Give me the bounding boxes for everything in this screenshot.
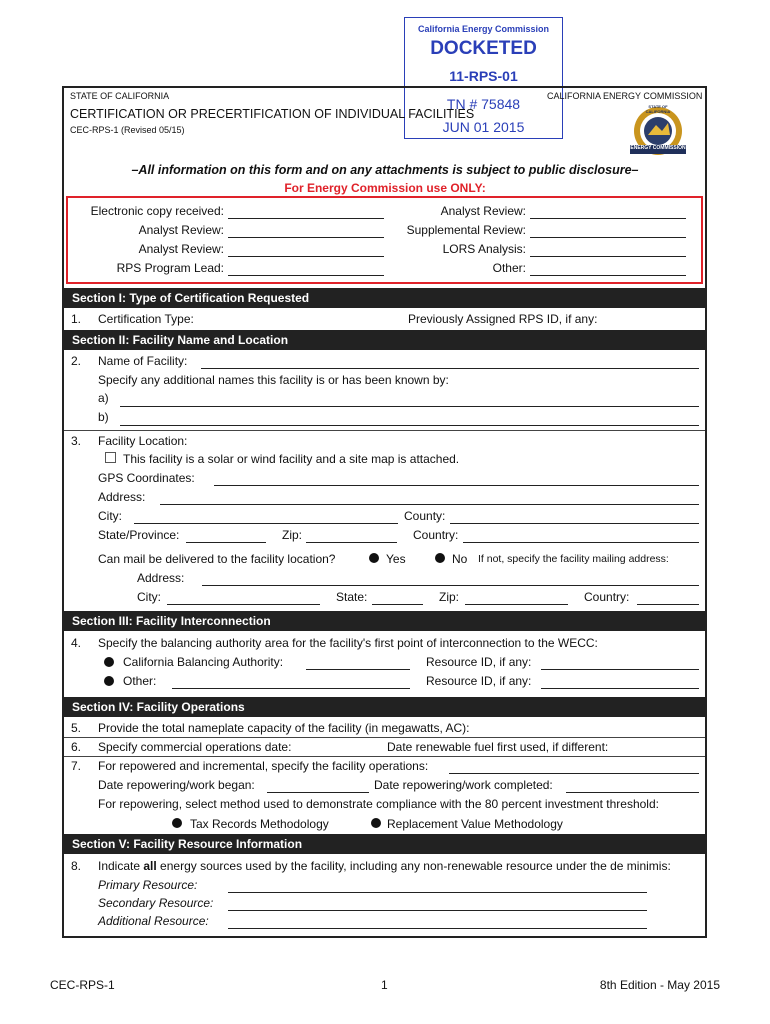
zip-label: Zip: [282,528,303,542]
zip-field[interactable] [306,542,397,543]
city-label: City: [98,509,122,523]
energy-sources-emphasis: all [143,859,157,873]
mailing-city-label: City: [137,590,161,604]
additional-names-label: Specify any additional names this facility is or has been known by: [98,373,449,387]
primary-resource-label: Primary Resource: [98,878,198,892]
seal-top-label: STATE OF CALIFORNIA [645,104,671,114]
mailing-city-field[interactable] [167,604,320,605]
primary-resource-field[interactable] [228,892,647,893]
county-field[interactable] [450,523,699,524]
section-1-header [64,288,705,308]
electronic-copy-field[interactable] [228,218,384,219]
q2-number: 2. [71,354,82,368]
mailing-state-field[interactable] [372,604,423,605]
analyst-review-field-1[interactable] [228,237,384,238]
mailing-address-label: Address: [137,571,185,585]
rps-program-lead-label: RPS Program Lead: [116,261,224,275]
section-3-title: Section III: Facility Interconnection [72,614,271,628]
california-ba-radio[interactable] [104,657,114,667]
footer-form-id: CEC-RPS-1 [50,978,115,992]
section-2-header [64,330,705,350]
address-label: Address: [98,490,146,504]
electronic-copy-label: Electronic copy received: [90,204,224,218]
rps-program-lead-field[interactable] [228,275,384,276]
state-label: STATE OF CALIFORNIA [70,91,170,101]
certification-type-label: Certification Type: [98,312,194,326]
form-title: CERTIFICATION OR PRECERTIFICATION OF INDIVIDUAL FACILITIES [70,107,475,121]
replacement-value-label: Replacement Value Methodology [387,817,563,831]
repowered-ops-field[interactable] [449,773,699,774]
country-label: Country: [413,528,459,542]
balancing-authority-question: Specify the balancing authority area for the facility's first point of interconnection to the WECC: [98,636,598,650]
resource-id-field-1[interactable] [541,669,699,670]
divider [64,737,705,738]
tax-records-label: Tax Records Methodology [190,817,329,831]
section-5-header [64,834,705,854]
form-id: CEC-RPS-1 (Revised 05/15) [70,125,185,135]
section-1-title: Section I: Type of Certification Requested [72,291,310,305]
facility-location-label: Facility Location: [98,434,188,448]
mailing-country-label: Country: [584,590,630,604]
lors-analysis-field[interactable] [530,256,686,257]
section-5-title: Section V: Facility Resource Information [72,837,303,851]
energy-sources-text-1: Indicate [98,859,144,873]
mailing-address-field[interactable] [202,585,699,586]
office-use-heading: For Energy Commission use ONLY: [284,181,486,195]
mail-delivery-question: Can mail be delivered to the facility location? [98,552,336,566]
secondary-resource-field[interactable] [228,910,647,911]
q7-number: 7. [71,759,82,773]
section-4-title: Section IV: Facility Operations [72,700,245,714]
resource-id-label-2: Resource ID, if any: [426,674,532,688]
alt-name-a-field[interactable] [120,406,699,407]
state-province-label: State/Province: [98,528,180,542]
stamp-docket: 11-RPS-01 [449,68,518,84]
facility-name-field[interactable] [201,368,699,369]
california-ba-field[interactable] [306,669,410,670]
q4-number: 4. [71,636,82,650]
alt-name-b-label: b) [98,410,109,424]
analyst-review-label-1: Analyst Review: [138,223,224,237]
work-completed-field[interactable] [566,792,699,793]
section-3-header [64,611,705,631]
site-map-checkbox[interactable] [105,452,116,463]
additional-resource-label: Additional Resource: [98,914,209,928]
nameplate-capacity-label: Provide the total nameplate capacity of the facility (in megawatts, AC): [98,721,470,735]
stamp-tn: TN # 75848 [446,96,521,112]
stamp-status: DOCKETED [430,38,537,59]
address-field[interactable] [160,504,699,505]
commercial-ops-date-label: Specify commercial operations date: [98,740,292,754]
q6-number: 6. [71,740,82,754]
agency-label: CALIFORNIA ENERGY COMMISSION [547,91,703,101]
analyst-review-label-3: Analyst Review: [440,204,526,218]
seal-label: ENERGY COMMISSION [630,145,686,151]
q3-number: 3. [71,434,82,448]
lors-analysis-label: LORS Analysis: [442,242,526,256]
tax-records-radio[interactable] [172,818,182,828]
public-disclosure-notice: –All information on this form and on any attachments is subject to public disclosure– [131,163,639,177]
mailing-zip-label: Zip: [439,590,460,604]
analyst-review-label-2: Analyst Review: [138,242,224,256]
previous-rps-id-label: Previously Assigned RPS ID, if any: [408,312,598,326]
renewable-fuel-date-label: Date renewable fuel first used, if different: [387,740,609,754]
stamp-date: JUN 01 2015 [442,119,525,135]
city-field[interactable] [134,523,398,524]
work-began-field[interactable] [267,792,369,793]
section-4-header [64,697,705,717]
section-2-title: Section II: Facility Name and Location [72,333,289,347]
supplemental-review-field[interactable] [530,237,686,238]
q5-number: 5. [71,721,82,735]
facility-name-label: Name of Facility: [98,354,188,368]
mail-yes-label: Yes [386,552,406,566]
divider [64,430,705,431]
other-label: Other: [492,261,526,275]
secondary-resource-label: Secondary Resource: [98,896,214,910]
mailing-country-field[interactable] [637,604,699,605]
other-ba-radio[interactable] [104,676,114,686]
footer-edition: 8th Edition - May 2015 [599,978,720,992]
gps-label: GPS Coordinates: [98,471,195,485]
compliance-method-question: For repowering, select method used to demonstrate compliance with the 80 percent investment threshold: [98,797,659,811]
analyst-review-field-3[interactable] [530,218,686,219]
repowered-ops-label: For repowered and incremental, specify the facility operations: [98,759,429,773]
resource-id-label-1: Resource ID, if any: [426,655,532,669]
california-ba-label: California Balancing Authority: [123,655,284,669]
state-province-field[interactable] [186,542,266,543]
stamp-agency: California Energy Commission [417,24,550,34]
energy-sources-question [98,859,671,873]
mail-yes-radio[interactable] [369,553,379,563]
mailing-zip-field[interactable] [465,604,568,605]
mail-no-radio[interactable] [435,553,445,563]
alt-name-b-field[interactable] [120,425,699,426]
mail-no-label: No [452,552,468,566]
work-completed-label: Date repowering/work completed: [374,778,553,792]
replacement-value-radio[interactable] [371,818,381,828]
supplemental-review-label: Supplemental Review: [406,223,526,237]
analyst-review-field-2[interactable] [228,256,384,257]
q8-number: 8. [71,859,82,873]
site-map-label: This facility is a solar or wind facility and a site map is attached. [123,452,460,466]
page-number: 1 [381,978,388,992]
county-label: County: [404,509,446,523]
resource-id-field-2[interactable] [541,688,699,689]
other-ba-label: Other: [123,674,157,688]
divider [64,756,705,757]
q1-number: 1. [71,312,82,326]
other-ba-field[interactable] [172,688,410,689]
mailing-state-label: State: [336,590,368,604]
other-field[interactable] [530,275,686,276]
additional-resource-field[interactable] [228,928,647,929]
country-field[interactable] [463,542,699,543]
alt-name-a-label: a) [98,391,109,405]
work-began-label: Date repowering/work began: [98,778,255,792]
if-not-label: If not, specify the facility mailing address: [478,553,669,565]
energy-sources-text-2: energy sources used by the facility, including any non-renewable resource under the de minimis: [156,859,671,873]
gps-field[interactable] [214,485,699,486]
